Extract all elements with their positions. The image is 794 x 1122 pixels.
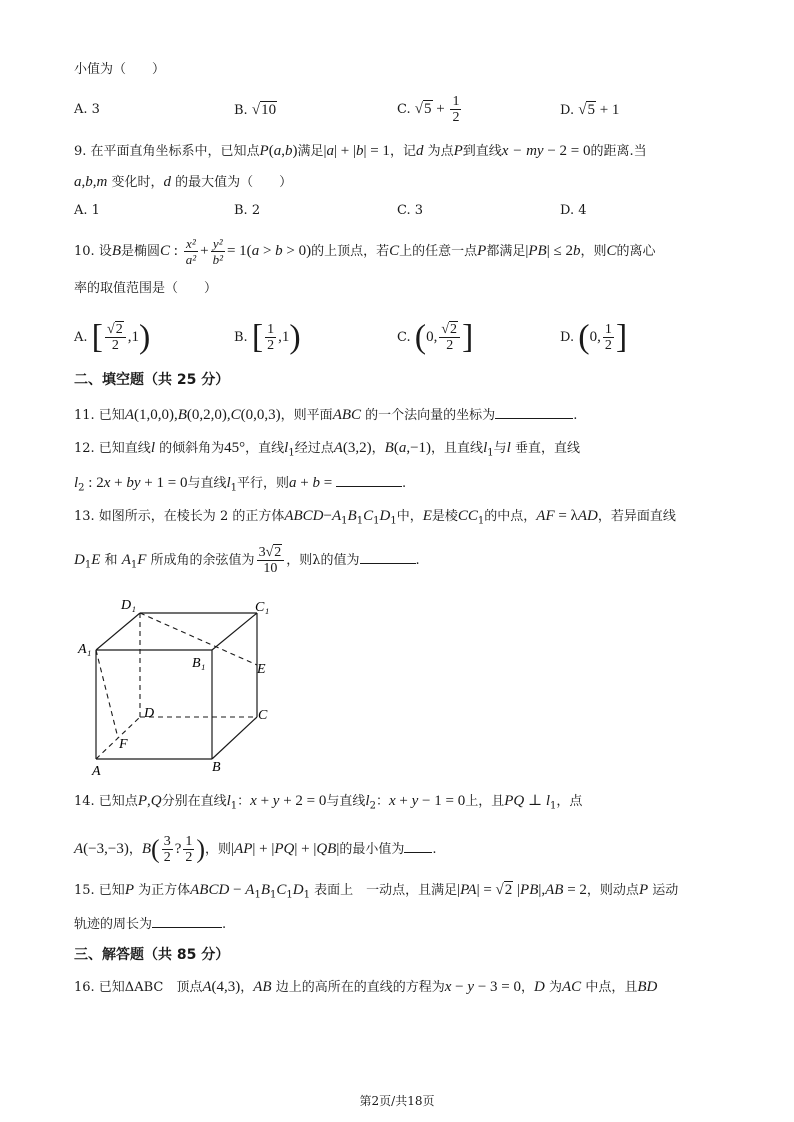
- q16-stem: 16. 已知ΔABC 顶点A(4,3)，AB 边上的高所在的直线的方程为x − y − 3 = 0，D 为AC 中点，且BD: [74, 979, 658, 995]
- q14-stem: 14. 已知点P,Q分别在直线$l_1$：x + y + 2 = 0与直线$l_2$：x + y − 1 = 0上，且PQ ⊥ $l_1$，点: [74, 793, 583, 812]
- q9-option-c: C. 3: [397, 203, 424, 218]
- q11-stem: 11. 已知A(1,0,0),B(0,2,0),C(0,0,3)，则平面ABC 的一个法向量的坐标为 .: [74, 404, 577, 426]
- q15-stem-line2: 轨迹的周长为 .: [74, 913, 226, 935]
- page-footer: 第2页/共18页: [359, 1094, 435, 1108]
- q9-option-b: B. 2: [234, 203, 261, 218]
- q10-option-c: C. (0, $\frac{√2}{2}$ ]: [397, 318, 474, 356]
- q10-option-a: A. [ $\frac{√2}{2}$ ,1): [74, 318, 151, 356]
- q9-option-d: D. 4: [560, 203, 587, 218]
- q8-option-d: D. √5 + 1: [560, 102, 620, 118]
- cube-label-d: D: [144, 706, 155, 721]
- q8-option-a: A. 3: [74, 102, 100, 117]
- cube-figure: [74, 595, 294, 780]
- section-3-heading: 三、解答题（共 85 分）: [74, 947, 230, 963]
- cube-label-d1: D₁: [121, 598, 136, 613]
- q12-stem: 12. 已知直线l 的倾斜角为45°，直线$l_1$经过点A(3,2)，B(a,−1)，且直线$l_1$与l 垂直，直线: [74, 440, 580, 459]
- q9-stem: 9. 在平面直角坐标系中，已知点P(a,b)满足|a| + |b| = 1，记d 为点P到直线x − my − 2 = 0的距离.当: [74, 143, 647, 159]
- q8-option-c: C. √5 + $\frac{1}{2}$: [397, 94, 460, 125]
- cube-label-c1: C₁: [255, 600, 270, 615]
- cube-label-f: F: [119, 737, 128, 752]
- q10-option-d: D. (0, $\frac{1}{2}$ ]: [560, 318, 628, 356]
- q9-option-a: A. 1: [74, 203, 100, 218]
- q12-stem-line2: $l_2$ : 2x + by + 1 = 0与直线$l_1$平行，则a + b = .: [74, 472, 406, 499]
- q14-stem-line2: A(−3,−3)，B( $\frac{3}{2}$ ? $\frac{1}{2}$ )，则|AP| + |PQ| + |QB|的最小值为 .: [74, 834, 437, 865]
- q8-option-b: B. √10: [234, 102, 277, 118]
- cube-label-b1: B₁: [192, 656, 206, 671]
- section-2-heading: 二、填空题（共 25 分）: [74, 372, 230, 388]
- cube-label-c: C: [258, 708, 268, 723]
- q10-stem: 10. 设B是椭圆C : $\frac{\text{x²}}{\text{a²}}$ + $\frac{\text{y²}}{\text{b²}}$ = 1(a > b > 0)的上顶点，若C上的任意一点P都满足|PB| ≤ 2b，则C的离心: [74, 236, 656, 267]
- q10-option-b: B. [ $\frac{1}{2}$ ,1): [234, 318, 301, 356]
- q15-stem: 15. 已知P 为正方体ABCD − $A_1B_1C_1D_1$ 表面上 一动点，且满足|PA| = √2 |PB|,AB = 2，则动点P 运动: [74, 882, 679, 901]
- cube-label-a: A: [92, 764, 101, 779]
- q9-stem-line2: a,b,m 变化时，d 的最大值为（ ）: [74, 174, 293, 190]
- q13-stem: 13. 如图所示，在棱长为 2 的正方体$ABCD-A_1B_1C_1D_1$中，E是棱$CC_1$的中点，AF = λAD，若异面直线: [74, 508, 676, 527]
- cube-label-a1: A₁: [78, 642, 92, 657]
- q13-stem-line2: $D_1E$ 和 $A_1F$ 所成角的余弦值为 $\frac{3√2}{10}$ ，则λ的值为 .: [74, 545, 420, 576]
- q10-stem-line2: 率的取值范围是（ ）: [74, 281, 218, 296]
- cube-label-e: E: [257, 662, 266, 677]
- cube-label-b: B: [212, 760, 221, 775]
- q8-stem-tail: 小值为（ ）: [74, 62, 166, 77]
